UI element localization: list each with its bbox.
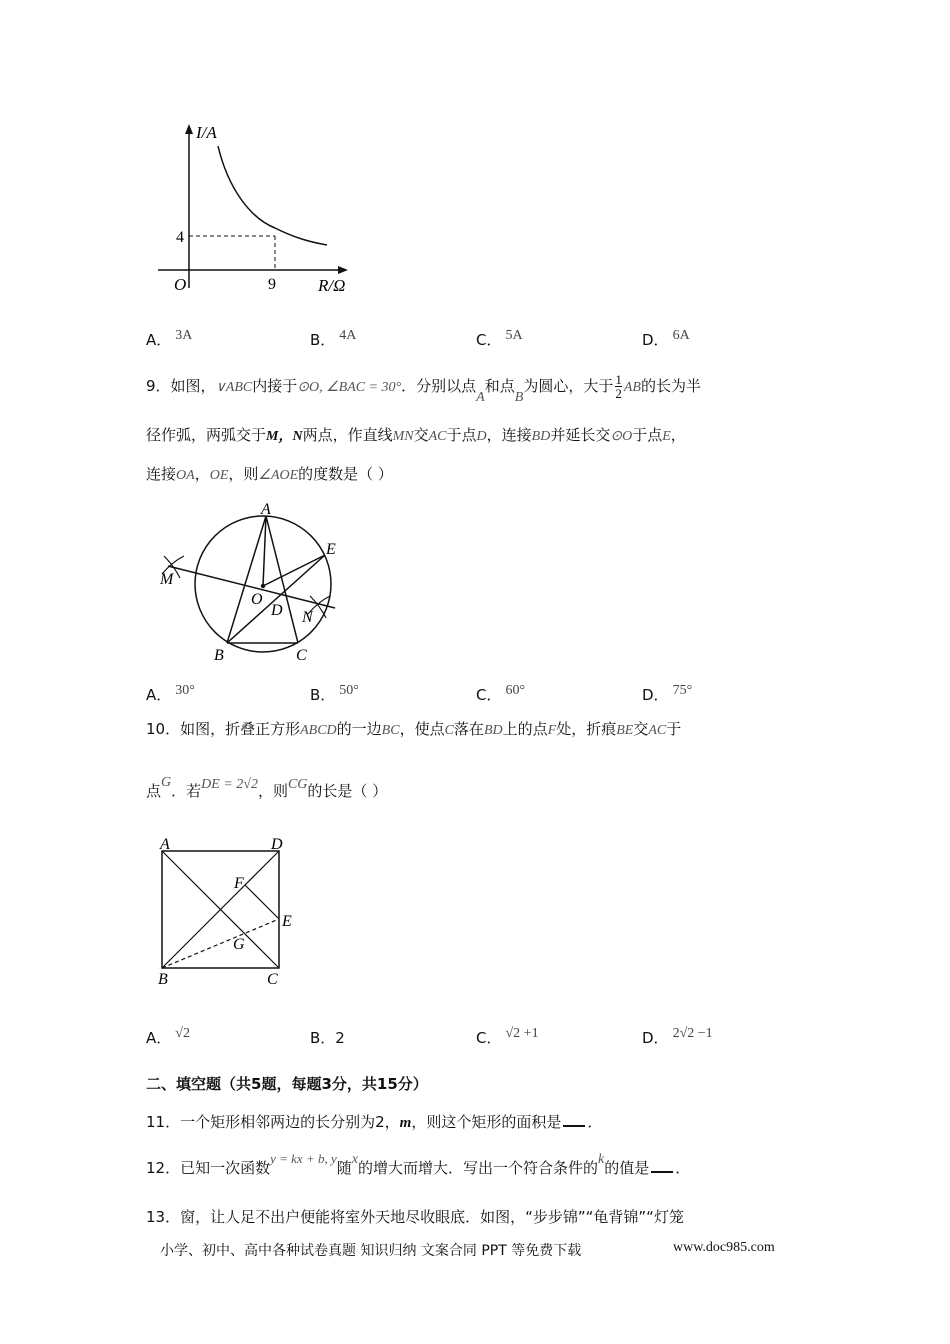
option-letter: C．	[476, 331, 502, 349]
option-value: 2	[335, 1029, 345, 1047]
q9-line-3: 连接OA，OE，则∠AOE的度数是（ ）	[146, 465, 393, 483]
hyperbola-curve	[218, 146, 327, 245]
q9-option-c[interactable]	[476, 684, 525, 705]
footer-text: 小学、初中、高中各种试卷真题 知识归纳 文案合同 PPT 等免费下载	[160, 1243, 582, 1259]
option-value: 6A	[672, 328, 690, 343]
q8-option-a[interactable]	[146, 329, 192, 350]
q10-option-d[interactable]	[642, 1027, 713, 1048]
point-label-b: B	[158, 971, 168, 988]
q8-option-c[interactable]	[476, 329, 523, 350]
y-axis-label: I/A	[196, 123, 217, 142]
section-heading: 二、填空题（共5题，每题3分，共15分）	[146, 1075, 428, 1093]
option-letter: B．	[310, 331, 336, 349]
option-value: √2 +1	[505, 1026, 539, 1041]
point-label-o: O	[251, 591, 263, 608]
circle-triangle-figure	[150, 498, 350, 668]
point-label-d: D	[271, 836, 283, 853]
option-letter: D．	[642, 686, 669, 704]
q9-line-1: 9．如图，∨ABC内接于⊙O, ∠BAC = 30°．分别以点A和点B为圆心，大于 $\frac{1}{2}$ AB的长为半	[146, 372, 701, 405]
option-value: 30°	[175, 683, 195, 698]
option-value: √2	[175, 1026, 190, 1041]
q9-option-b[interactable]	[310, 684, 359, 705]
option-letter: D．	[642, 1029, 669, 1047]
option-value: 3A	[175, 328, 193, 343]
square-fold-figure	[150, 834, 310, 989]
option-letter: A．	[146, 686, 172, 704]
option-value: 50°	[339, 683, 359, 698]
option-value: 5A	[505, 328, 523, 343]
answer-blank[interactable]	[651, 1159, 673, 1173]
point-label-b: B	[214, 647, 224, 664]
q8-option-d[interactable]	[642, 329, 690, 350]
q9-option-a[interactable]	[146, 684, 195, 705]
footer-url[interactable]: www.doc985.com	[673, 1240, 775, 1255]
point-label-a: A	[261, 501, 271, 518]
point-label-n: N	[302, 609, 313, 626]
point-label-g: G	[233, 936, 245, 953]
option-value: 75°	[672, 683, 693, 698]
point-label-c: C	[296, 647, 307, 664]
point-label-d: D	[271, 602, 283, 619]
option-letter: B．	[310, 1029, 336, 1047]
q13-line: 13．窗，让人足不出户便能将室外天地尽收眼底．如图，“步步锦”“龟背锦”“灯笼	[146, 1208, 684, 1226]
x-tick-label: 9	[268, 276, 276, 293]
point-label-c: C	[267, 971, 278, 988]
y-tick-label: 4	[176, 229, 184, 246]
option-letter: D．	[642, 331, 669, 349]
point-label-e: E	[282, 913, 292, 930]
answer-blank[interactable]	[563, 1113, 585, 1127]
inverse-function-graph	[150, 118, 370, 298]
q10-option-b[interactable]	[310, 1027, 345, 1048]
option-value: 2√2 −1	[672, 1026, 713, 1041]
option-letter: B．	[310, 686, 336, 704]
q10-option-c[interactable]	[476, 1027, 539, 1048]
q10-option-a[interactable]	[146, 1027, 190, 1048]
option-value: 60°	[505, 683, 526, 698]
option-letter: A．	[146, 331, 172, 349]
q8-option-b[interactable]	[310, 329, 356, 350]
option-letter: C．	[476, 1029, 502, 1047]
option-letter: C．	[476, 686, 502, 704]
q9-option-d[interactable]	[642, 684, 692, 705]
q11-line: 11．一个矩形相邻两边的长分别为2，m，则这个矩形的面积是 ．	[146, 1113, 603, 1131]
q12-line: 12．已知一次函数y = kx + b, y随x的增大而增大．写出一个符合条件的k的值是 ．	[146, 1151, 691, 1177]
q10-line-2: 点G．若DE = 2√2，则CG的长是（ ）	[146, 775, 388, 800]
option-value: 4A	[339, 328, 357, 343]
x-axis-label: R/Ω	[318, 276, 346, 295]
q10-line-1: 10．如图，折叠正方形ABCD的一边BC，使点C落在BD上的点F处，折痕BE交AC于	[146, 720, 682, 738]
point-label-f: F	[234, 875, 244, 892]
q9-line-2: 径作弧，两弧交于M，N两点，作直线MN交AC于点D，连接BD并延长交⊙O于点E，	[146, 426, 686, 444]
point-label-e: E	[326, 541, 336, 558]
point-label-a: A	[160, 836, 170, 853]
origin-label: O	[174, 275, 187, 294]
point-label-m: M	[160, 571, 174, 588]
option-letter: A．	[146, 1029, 172, 1047]
